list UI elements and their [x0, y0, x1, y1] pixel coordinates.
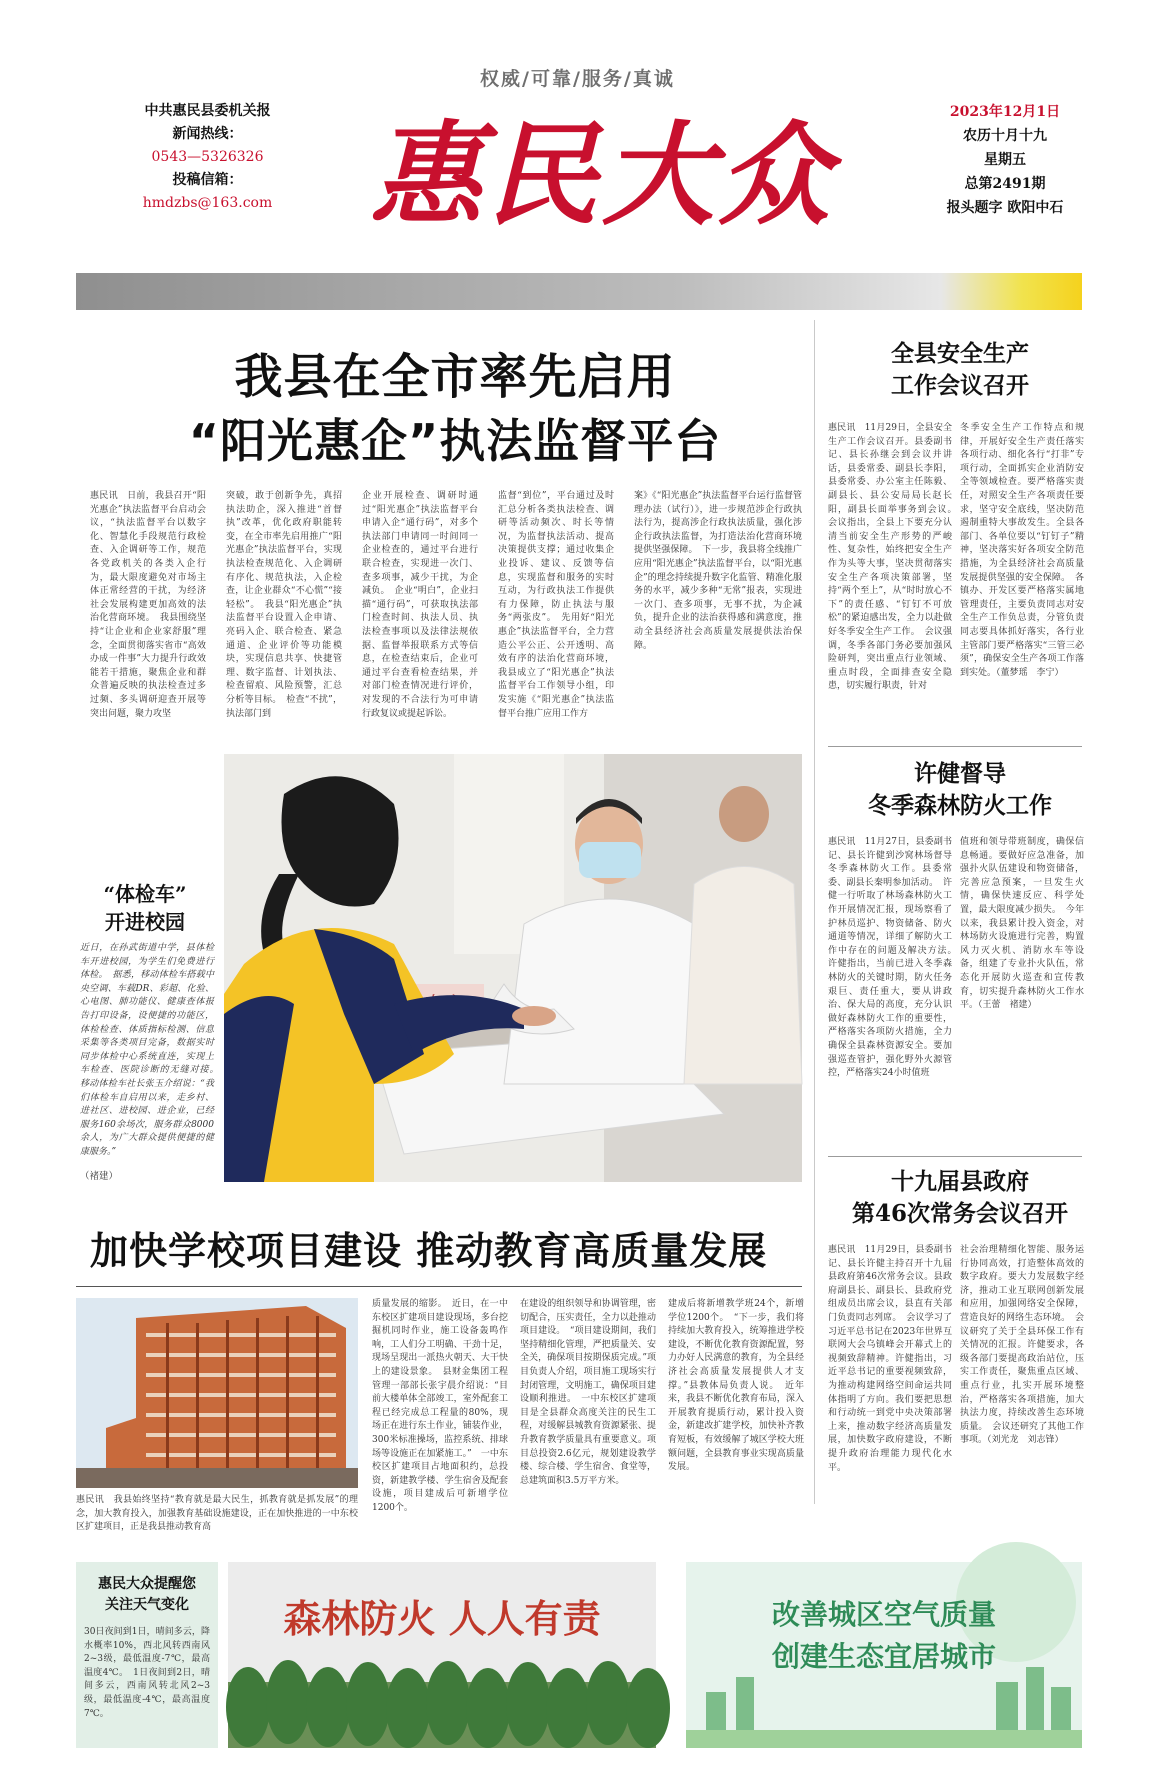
masthead-left-info [120, 100, 295, 215]
ad-forest-slogan: 森林防火 人人有责 [283, 1597, 601, 1641]
weather-body: 30日夜间到1日，晴间多云，降水概率10%，西北风转西南风2~3级，最低温度-7℃，最高温度4℃。 1日夜间到2日，晴间多云，西南风转北风2~3级，最低温度-4℃，最高温度7℃。 [84, 1627, 210, 1719]
safety-headline [850, 338, 1070, 402]
email-address: hmdzbs@163.com [142, 195, 273, 211]
issue-date: 2023年12月1日 [949, 104, 1061, 120]
edu-headline-rule [76, 1286, 802, 1287]
tijian-headline-line-1: “体检车” [103, 882, 187, 906]
forest-headline-line-2: 冬季森林防火工作 [868, 792, 1052, 819]
hotline-number: 0543—5326326 [151, 149, 264, 165]
edu-column-1: 惠民讯 我县始终坚持“教育就是最大民生，抓教育就是抓发展”的理念，加大教育投入，加强教育基础设施建设，正在加快推进的一中东校区扩建项目，正是我县推动教育高 [76, 1495, 358, 1533]
tijian-headline [80, 880, 210, 936]
forest-headline-line-1: 许健督导 [914, 760, 1006, 787]
lead-headline-line-1: 我县在全市率先启用 [234, 349, 676, 405]
masthead-slogan: 权威/可靠/服务/真诚 [480, 68, 675, 90]
photo-school-building [76, 1298, 358, 1488]
publisher-line: 中共惠民县委机关报 [144, 103, 271, 119]
weather-title-line-1: 惠民大众提醒您 [98, 1576, 196, 1592]
weather-title-line-2: 关注天气变化 [105, 1597, 189, 1613]
safety-headline-line-1: 全县安全生产 [891, 340, 1029, 367]
weather-box [76, 1562, 218, 1748]
edu-headline: 加快学校项目建设 推动教育高质量发展 [90, 1228, 768, 1273]
gov-column-2: 社会治理精细化智能、服务运行协同高效，打造整体高效的数字政府。要大力发展数字经济，推动工业互联网创新发展和应用，加强网络安全保障，营造良好的网络生态环境。 会议研究了关于全县环保工作有关情况的汇报。许健要求，各级各部门要提高政治站位，压实工作责任，聚焦重点区域、重点行业，扎实开展环境整治，严格落实各项措施，加大执法力度，持续改善生态环境质量。 会议还研究了其他工作事项。（刘光龙 刘志锋） [960, 1245, 1084, 1446]
safety-headline-line-2: 工作会议召开 [891, 372, 1029, 399]
calligraphy-credit: 报头题字 欧阳中石 [946, 200, 1064, 216]
photo-student-checkup [224, 754, 802, 1182]
ad-air-quality [686, 1562, 1082, 1748]
edu-column-2: 质量发展的缩影。 近日，在一中东校区扩建项目建设现场，多台挖掘机同时作业，施工设备轰鸣作响，工人们分工明确、干劲十足，现场呈现出一派热火朝天、大干快上的建设景象。 县财金集团工程管理一部部长张宇晨介绍说：“目前大楼单体全部竣工，室外配套工程已经完成总工程量的80%，现场正在进行东土作业，铺装作业，300米标准操场，监控系统、排球场等设施正在加紧施工。” 一中东校区扩建项目占地面积约，总投资，新建教学楼、学生宿舍及配套设施，项目建成后可新增学位1200个。 [372, 1299, 508, 1513]
forest-column-1: 惠民讯 11月27日，县委副书记、县长许健到沙窝林场督导冬季森林防火工作。县委常委、副县长秦明参加活动。 许健一行听取了林场森林防火工作开展情况汇报，现场察看了护林员巡护、物资储备、防火通道等情况，详细了解防火工作中存在的问题及解决方法。 许健指出，当前已进入冬季森林防火的关键时期，防火任务艰巨、责任重大，要从讲政治、保大局的高度，充分认识做好森林防火工作的重要性，严格落实各项防火措施，全力确保全县森林资源安全。要加强巡查管护，强化野外火源管控，严格落实24小时值班 [828, 837, 962, 1079]
email-label: 投稿信箱： [172, 172, 243, 188]
column-divider [814, 320, 815, 1504]
safety-column-1: 惠民讯 11月29日，全县安全生产工作会议召开。县委副书记、县长孙继会到会议并讲话，县委常委、副县长李阳，县委常委、办公室主任陈毅、副县长、县公安局局长赵长阳，副县长面举事务到会议。 会议指出，全县上下要充分认清当前安全生产形势的严峻性、复杂性，始终把安全生产作为头等大事，坚决贯彻落实安全生产各项决策部署，坚持“两个至上”，从“时时放心不下”的责任感、“钉钉不可放松”的紧迫感出发，全力以赴做好冬季安全生产工作。 会议强调，冬季各部门务必要加强风险研判，突出重点行业领域、重点时段，全面排查安全隐患，切实履行职责，针对 [828, 423, 962, 692]
forest-column-2: 值班和领导带班制度，确保信息畅通。要做好应急准备，加强扑火队伍建设和物资储备，完善应急预案，一旦发生火情，确保快速反应、科学处置，最大限度减少损失。 今年以来，我县累计投入资金，对林场防火设施进行完善，购置风力灭火机、消防水车等设备，组建了专业扑火队伍，常态化开展防火巡查和宣传教育，切实提升森林防火工作水平。（王蕾 褚建） [960, 837, 1084, 1011]
lead-column-3: 企业开展检查、调研时通过“阳光惠企”执法监督平台申请入企“通行码”，对多个执法部门申请同一时间同一企业检查的，通过平台进行联合检查，实现进一次门、查多项事，减少干扰，为企减负。 企业“明白”，企业扫描“通行码”，可获取执法部门检查时间、执法人员、执法检查事项以及法律法规依据、监督举报联系方式等信息，在检查结束后，企业可通过平台查看检查结果，并对部门检查情况进行评价，对发现的不合法行为可申请行政复议或提起诉讼。 [362, 491, 478, 719]
newspaper-logo [370, 92, 834, 257]
section-divider [828, 746, 1082, 747]
weekday: 星期五 [984, 152, 1026, 168]
forest-headline [840, 758, 1080, 822]
lead-column-4: 监督“到位”，平台通过及时汇总分析各类执法检查、调研等活动频次、时长等情况，为监督执法活动、提高决策提供支撑；通过收集企业投诉、建议、反馈等信息，实现监督和服务的实时互动，为行政执法工作提供有力保障，防止执法与服务“两张皮”。 先用好“阳光惠企”执法监督平台，全力营造公平公正、公开透明、高效有序的法治化营商环境，我县成立了“阳光惠企”执法监督平台工作领导小组，印发实施《“阳光惠企”执法监督平台推广应用工作方 [498, 491, 614, 719]
lead-column-2: 突破，敢于创新争先，真招执法助企，深入推进“首督执”改革，优化政府职能转变，在全市率先启用推广“阳光惠企”执法监督平台，实现执法检查规范化、入企调研有序化、规范执法，入企检查，让企业群众“不心慌”“接轻松”。 我县“阳光惠企”执法监督平台设置入企申请、亮码入企、联合检查、紧急通道、企业评价等功能模块，实现信息共享、快捷管理、数字监督、计划执法、检查留痕、风险预警，汇总分析等目标。 检查“不扰”，执法部门到 [226, 491, 342, 719]
ad-forest-fire-prevention [228, 1562, 656, 1748]
tijian-body: 近日，在孙武街道中学，县体检车开进校园，为学生们免费进行体检。 据悉，移动体检车搭载中央空调、车载DR、彩超、化验、心电图、肺功能仪、健康查体报告打印设备，设便捷的功能区，体检检查、体质指标检测、信息采集等各类项目完备，数据实时同步体检中心系统直连，实现上车检查、医院诊断的无缝对接。 移动体检车社长张玉介绍说：“我们体检车自启用以来，走乡村、进社区、进校园、进企业，已经服务160余场次，服务群众8000余人，为广大群众提供便捷的健康服务。” [80, 943, 224, 1157]
ad-air-line-2: 创建生态宜居城市 [771, 1640, 997, 1673]
weather-title [76, 1574, 218, 1616]
tijian-headline-line-2: 开进校园 [105, 910, 185, 934]
masthead-right-info [920, 100, 1090, 220]
masthead-bar [76, 273, 1082, 310]
ad-air-line-1: 改善城区空气质量 [771, 1598, 997, 1631]
gov-column-1: 惠民讯 11月29日，县委副书记、县长许健主持召开十九届县政府第46次常务会议。县政府副县长、副县长、县政府党组成员出席会议，县直有关部门负责同志列席。 会议学习了习近平总书记在2023年世界互联网大会乌镇峰会开幕式上的视频致辞精神。许健指出，习近平总书记的重要视频致辞，为推动构建网络空间命运共同体指明了方向。我们要把思想和行动统一到党中央决策部署上来，推动数字经济高质量发展，加快数字政府建设，不断提升政府治理能力现代化水平。 [828, 1245, 952, 1473]
section-divider [828, 1156, 1082, 1157]
gov-headline-line-2: 第46次常务会议召开 [851, 1200, 1068, 1227]
lead-headline [150, 345, 760, 473]
gov-headline-line-1: 十九届县政府 [891, 1168, 1029, 1195]
lunar-date: 农历十月十九 [963, 128, 1047, 144]
gov-headline [840, 1166, 1080, 1230]
issue-number: 总第2491期 [964, 176, 1046, 192]
tijian-author: （褚建） [80, 1171, 119, 1182]
hotline-label: 新闻热线： [172, 126, 243, 142]
lead-headline-line-2: “阳光惠企”执法监督平台 [188, 414, 722, 468]
logo-text: 惠民大众 [370, 110, 834, 241]
edu-column-4: 建成后将新增教学班24个，新增学位1200个。 “下一步，我们将持续加大教育投入，统筹推进学校建设，不断优化教育资源配置，努力办好人民满意的教育，为全县经济社会高质量发展提供人才支撑。”县教体局负责人说。 近年来，我县不断优化教育布局，深入开展教育提质行动，累计投入资金，新建改扩建学校，加快补齐教育短板，有效缓解了城区学校大班额问题，全县教育事业实现高质量发展。 [668, 1299, 804, 1473]
edu-column-3: 在建设的组织领导和协调管理，密切配合，压实责任，全力以赴推动项目建设。 “项目建设期间，我们坚持精细化管理，严把质量关、安全关，确保项目按期保质完成。”项目负责人介绍，项目施工现场实行封闭管理，文明施工，确保项目建设顺利推进。 一中东校区扩建项目是全县群众高度关注的民生工程，对缓解县城教育资源紧张、提升教育教学质量具有重要意义。项目总投资2.6亿元，规划建设教学楼、综合楼、学生宿舍、食堂等，总建筑面积3.5万平方米。 [520, 1299, 656, 1486]
safety-column-2: 冬季安全生产工作特点和规律，开展好安全生产责任落实各项行动、细化各行“打非”专项行动，全面抓实企业消防安全等领域检查。要严格落实责任，对照安全生产各项责任要求，坚守安全底线，坚决防范遏制重特大事故发生。全县各部门、各单位要以“钉钉子”精神，坚决落实好各项安全防范措施，为全县经济社会高质量发展提供坚强的安全保障。 各镇办、开发区要严格落实属地管理责任，主要负责同志对安全生产工作负总责，分管负责同志要具体抓好落实，各行业主管部门要严格落实“三管三必须”，确保安全生产各项工作落到实处。（董梦瑶 李宁） [960, 423, 1084, 678]
lead-column-5: 案》《“阳光惠企”执法监督平台运行监督管理办法（试行）》，进一步规范涉企行政执法行为，提高涉企行政执法质量，强化涉企行政执法监督，为打造法治化营商环境提供坚强保障。 下一步，我县将全线推广应用“阳光惠企”执法监督平台，以“阳光惠企”的理念持续提升数字化监管、精准化服务的水平，减少多种“无常”报表，实现进一次门、查多项事，无事不扰，为企减负，提升企业的法治获得感和满意度，推动全县经济社会高质量发展提供法治保障。 [634, 491, 802, 651]
lead-column-1: 惠民讯 日前，我县召开“阳光惠企”执法监督平台启动会议，“执法监督平台以数字化、智慧化手段规范行政检查、入企调研等工作，规范各党政机关的各类入企行为，最大限度避免对市场主体正常经营的干扰，为经济社会发展构建更加高效的法治化营商环境。 我县围绕坚持“让企业和企业家舒服”理念，全面贯彻落实省市“高效办成一件事”大力提升行政效能若干措施，聚焦企业和群众普遍反映的执法检查过多过频、多头调研迎查开展等突出问题，聚力攻坚 [90, 491, 206, 719]
